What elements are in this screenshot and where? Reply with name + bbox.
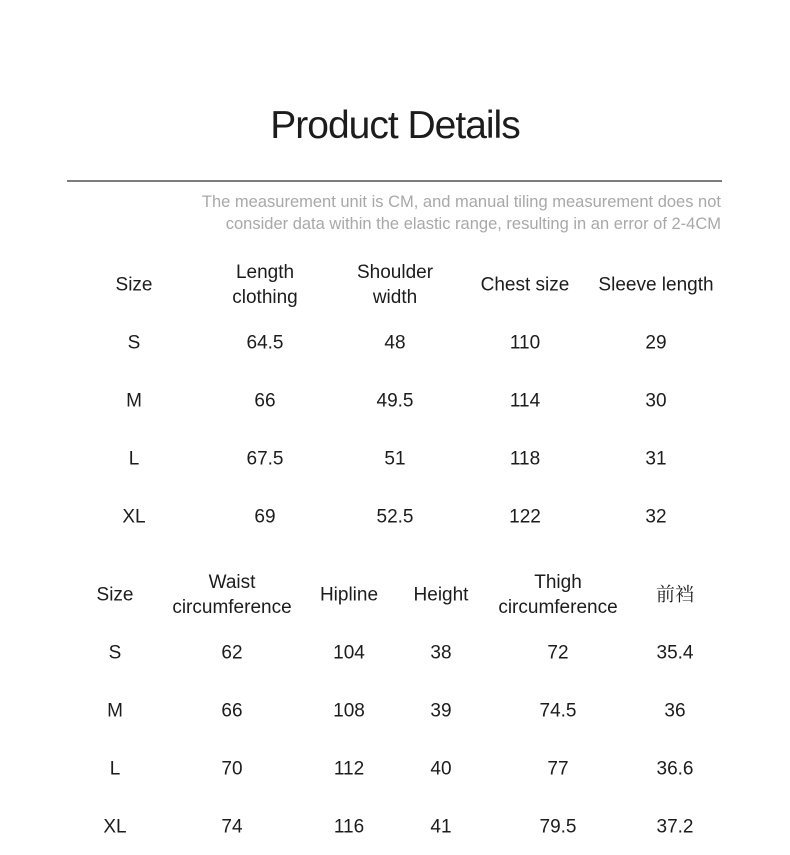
bottoms-table-cell: 116 (333, 816, 365, 838)
tops-table-cell: 32 (645, 506, 667, 528)
bottoms-header-text: circumference (172, 597, 292, 618)
bottoms-table-cell: 74.5 (539, 700, 577, 722)
tops-table-cell: 51 (384, 448, 406, 470)
tops-table-cell: 110 (509, 332, 541, 354)
bottoms-header-cell (320, 583, 378, 608)
bottoms-header-text: Height (413, 584, 469, 606)
bottoms-header-cell (172, 570, 291, 620)
bottoms-table-cell: 74 (221, 816, 243, 838)
page-title: Product Details (270, 104, 520, 147)
tops-header-cell (232, 260, 298, 310)
tops-table-cell: 114 (509, 390, 541, 412)
bottoms-table-cell: 40 (430, 758, 452, 780)
bottoms-header-text: Thigh (534, 572, 582, 593)
tops-header-cell (116, 273, 153, 298)
bottoms-table-cell: 72 (547, 642, 569, 664)
tops-table-cell: 30 (645, 390, 667, 412)
tops-header-text: Size (115, 274, 153, 296)
bottoms-table-cell: 112 (333, 758, 365, 780)
bottoms-table-cell: 38 (430, 642, 452, 664)
measurement-note (121, 191, 721, 235)
bottoms-size-label: XL (103, 816, 127, 838)
tops-size-label: XL (122, 506, 146, 528)
tops-table-cell: 64.5 (246, 332, 284, 354)
bottoms-table-cell: 77 (547, 758, 569, 780)
bottoms-header-cell (656, 583, 694, 608)
measurement-note-line-1: The measurement unit is CM, and manual tiling measurement does not (201, 193, 721, 211)
bottoms-table-cell: 39 (430, 700, 452, 722)
bottoms-table-cell: 66 (221, 700, 243, 722)
tops-header-text: Chest size (480, 274, 570, 296)
tops-header-cell (598, 273, 713, 298)
bottoms-table-cell: 108 (333, 700, 365, 722)
tops-table-cell: 122 (509, 506, 541, 528)
tops-table-cell: 52.5 (376, 506, 414, 528)
bottoms-size-label: S (108, 642, 122, 664)
tops-size-label: M (126, 390, 142, 412)
tops-table-cell: 69 (254, 506, 276, 528)
bottoms-size-label: M (107, 700, 123, 722)
bottoms-table-cell: 37.2 (656, 816, 694, 838)
bottoms-header-cell (97, 583, 134, 608)
tops-header-text: Sleeve length (598, 274, 714, 296)
tops-table-cell: 29 (645, 332, 667, 354)
bottoms-table-cell: 70 (221, 758, 243, 780)
bottoms-header-text: Hipline (319, 584, 379, 606)
bottoms-table-cell: 62 (221, 642, 243, 664)
divider (67, 180, 722, 182)
bottoms-table-cell: 36.6 (656, 758, 694, 780)
tops-header-text: clothing (232, 287, 298, 308)
tops-header-text: width (372, 287, 418, 308)
bottoms-table-cell: 79.5 (539, 816, 577, 838)
tops-table-cell: 67.5 (246, 448, 284, 470)
bottoms-header-text: Waist (208, 572, 256, 593)
tops-header-cell (357, 260, 433, 310)
bottoms-table-cell: 41 (430, 816, 452, 838)
tops-table-cell: 48 (384, 332, 406, 354)
tops-table-cell: 49.5 (376, 390, 414, 412)
bottoms-table-cell: 36 (664, 700, 686, 722)
tops-header-text: Shoulder (356, 262, 434, 283)
bottoms-header-text: circumference (498, 597, 618, 618)
bottoms-header-cell (498, 570, 617, 620)
measurement-note-line-2: consider data within the elastic range, resulting in an error of 2-4CM (225, 215, 721, 233)
bottoms-size-label: L (109, 758, 121, 780)
bottoms-header-text: 前裆 (655, 584, 695, 606)
bottoms-header-text: Size (96, 584, 134, 606)
tops-table-cell: 31 (645, 448, 667, 470)
bottoms-table-cell: 104 (333, 642, 365, 664)
tops-table-cell: 118 (509, 448, 541, 470)
tops-size-label: L (128, 448, 140, 470)
tops-size-label: S (127, 332, 141, 354)
bottoms-table-cell: 35.4 (656, 642, 694, 664)
bottoms-header-cell (414, 583, 469, 608)
tops-table-cell: 66 (254, 390, 276, 412)
tops-header-cell (481, 273, 570, 298)
tops-header-text: Length (235, 262, 295, 283)
